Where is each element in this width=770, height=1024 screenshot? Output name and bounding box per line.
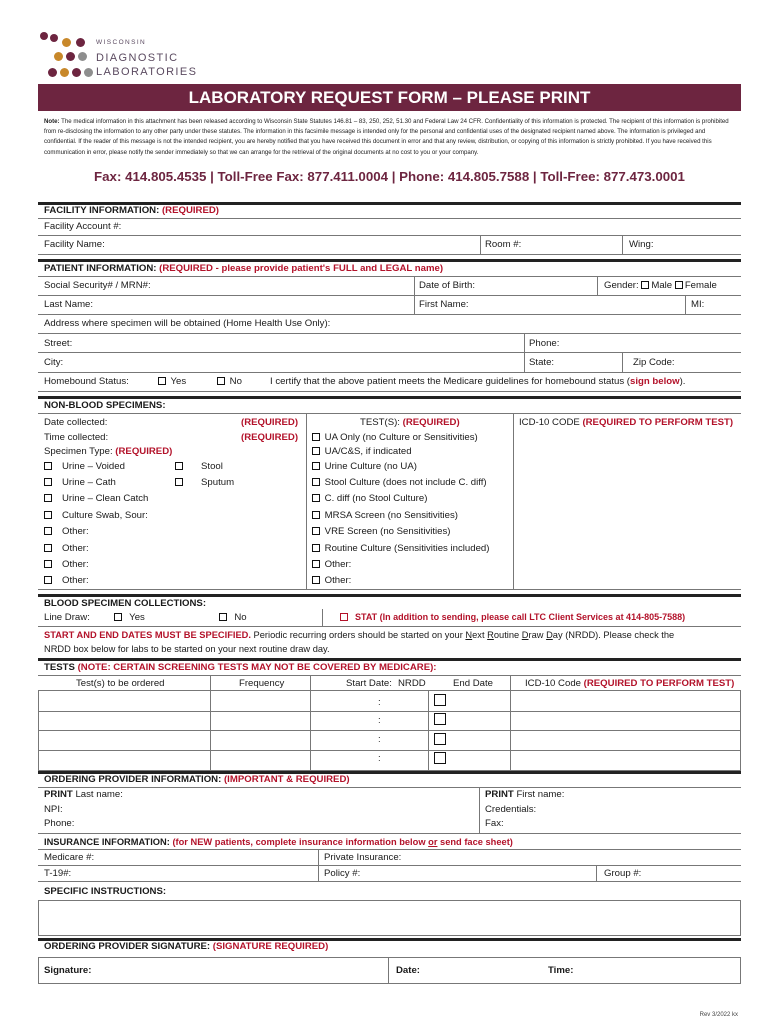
nrdd-ext: ext [472,630,488,640]
col-divider [510,675,511,771]
test-option[interactable] [312,510,458,521]
test-option[interactable] [312,432,478,443]
homebound-yes[interactable] [158,376,186,387]
specimen-label: Urine – Cath [62,477,116,488]
row-rule [38,675,741,676]
dates-instructions [44,630,674,640]
tests-heading [360,417,460,428]
print-label: PRINT [485,789,514,800]
col-end-date: End Date [453,678,494,689]
nrdd-checkbox[interactable] [434,694,446,706]
signature-heading-text: ORDERING PROVIDER SIGNATURE: [44,941,213,952]
specimen-type-label [44,446,172,457]
test-option[interactable] [312,575,351,586]
insurance-req-2: send face sheet) [437,837,513,847]
group-field[interactable]: Group #: [604,868,642,879]
line-draw-no-checkbox[interactable] [219,613,227,621]
dates-text: Periodic recurring orders should be started on your [250,630,466,640]
specimen-other[interactable] [44,575,89,586]
signature-box [38,957,741,984]
row-rule [38,413,741,414]
section-rule [38,396,741,399]
logo-dot [50,34,58,42]
nrdd-d4: ay [552,630,563,640]
specimen-sputum[interactable] [175,477,234,488]
row-rule [38,730,741,731]
male-checkbox[interactable] [641,281,649,289]
col-frequency: Frequency [239,678,285,689]
nrdd-checkbox[interactable] [434,752,446,764]
npi-field[interactable]: NPI: [44,804,63,815]
test-label: VRE Screen (no Sensitivities) [324,526,451,537]
col-icd [525,678,734,689]
medicare-field[interactable]: Medicare #: [44,852,95,863]
mi-field[interactable]: MI: [691,299,705,310]
icd-label: ICD-10 CODE [519,417,583,428]
test-label: Stool Culture (does not include C. diff) [324,477,487,488]
col-divider [513,413,514,589]
confidentiality-note [44,117,738,158]
checkbox[interactable] [312,576,320,584]
logo-dot [78,52,87,61]
stat-checkbox[interactable] [340,613,348,621]
row-rule [38,352,741,353]
time-collected-field[interactable]: Time collected: [44,432,109,443]
t19-field[interactable]: T-19#: [44,868,72,879]
street-field[interactable]: Street: [44,338,73,349]
address-label: Address where specimen will be obtained (Home Health Use Only): [44,318,331,329]
provider-fax-field[interactable]: Fax: [485,818,504,829]
homebound-no[interactable] [217,376,242,387]
icd-req: (REQUIRED TO PERFORM TEST) [582,417,734,428]
note-text: The medical information in this attachment has been released according to Wisconsin State Statutes 146.81 – 83, 250, 252, 51.30 and Federal Law 24 CFR. Confidentiality of this information is protected. The recipient of this information is prohibited from re-disclosing the information to any other party under these statutes. The information in this facsimile message is intended only for the personal and confidential uses of the designated recipient named above. The information is privileged and confidential. If the reader of this message is not the intended recipient, you are hereby notified that you have received this document in error and that any review, distribution, or copying of this information is strictly prohibited. If you have received this communication in error, please notify the sender immediately so that we can arrange for the retrieval of the original documents at no cost to you or your company. [44,118,729,156]
provider-heading-text: ORDERING PROVIDER INFORMATION: [44,774,224,785]
nonblood-heading: NON-BLOOD SPECIMENS: [44,400,166,411]
test-option[interactable] [312,543,489,554]
specimen-label: Urine – Voided [62,461,125,472]
homebound-label: Homebound Status: [44,376,129,387]
checkbox[interactable] [175,462,183,470]
col-divider [597,276,598,295]
insurance-or: or [428,837,438,847]
dates-text2: (NRDD). Please check the [562,630,675,640]
test-option[interactable] [312,477,487,488]
col-divider [479,787,480,833]
page-title: LABORATORY REQUEST FORM – PLEASE PRINT [38,84,741,111]
line-draw-label: Line Draw: [44,612,90,623]
specimen-urine-cath[interactable] [44,477,116,488]
row-rule [38,849,741,850]
test-label: C. diff (no Stool Culture) [324,493,428,504]
nrdd-r: R [487,630,494,640]
city-field[interactable]: City: [44,357,64,368]
row-rule [38,711,741,712]
start-date-colon: : [378,734,381,745]
logo-dot [66,52,75,61]
test-label: MRSA Screen (no Sensitivities) [324,510,458,521]
certify-end: ). [679,376,686,387]
row-rule [38,372,741,373]
nrdd-r2: outine [493,630,522,640]
row-rule [38,295,741,296]
icd-heading [519,417,733,428]
patient-req: (REQUIRED - please provide patient's FULL and LEGAL name) [159,263,444,274]
homebound-no-checkbox[interactable] [217,377,225,385]
dob-field[interactable]: Date of Birth: [419,280,475,291]
col-nrdd: NRDD [398,678,426,689]
checkbox[interactable] [312,560,320,568]
checkbox[interactable] [312,433,320,441]
sign-below-text: sign below [629,376,680,387]
line-draw-no-label: No [234,612,247,623]
private-insurance-field[interactable]: Private Insurance: [324,852,402,863]
stat-label: STAT (In addition to sending, please call LTC Client Services at 414-805-7588) [355,612,686,622]
state-field[interactable]: State: [529,357,555,368]
col-icd-req: (REQUIRED TO PERFORM TEST) [583,678,735,689]
nrdd-d3: D [546,630,553,640]
row-rule [38,314,741,315]
col-tests: Test(s) to be ordered [76,678,165,689]
specimen-label: Other: [62,543,89,554]
checkbox[interactable] [44,527,52,535]
row-rule [38,333,741,334]
facility-heading-text: FACILITY INFORMATION: [44,205,162,216]
homebound-yes-label: Yes [170,376,187,387]
col-divider [322,609,323,626]
col-divider [210,675,211,771]
checkbox[interactable] [44,478,52,486]
checkbox[interactable] [312,447,320,455]
section-rule [38,594,741,597]
col-divider [388,957,389,984]
first-name-field[interactable]: First Name: [419,299,469,310]
specimen-type-text: Specimen Type: [44,446,116,457]
row-rule [38,881,741,882]
male-label: Male [651,280,673,291]
time-req: (REQUIRED) [241,432,299,443]
insurance-req-1: (for NEW patients, complete insurance information below [172,837,429,847]
date-collected-field[interactable]: Date collected: [44,417,108,428]
note-label: Note: [44,118,60,125]
start-date-colon: : [378,753,381,764]
ssn-field[interactable]: Social Security# / MRN#: [44,280,151,291]
specimen-type-req: (REQUIRED) [115,446,173,457]
nrdd-d: D [521,630,529,640]
checkbox[interactable] [312,511,320,519]
start-date-colon: : [378,715,381,726]
logo-dot [54,52,63,61]
col-divider [685,295,686,314]
checkbox[interactable] [312,478,320,486]
checkbox[interactable] [44,560,52,568]
row-rule [38,276,741,277]
homebound-certify [270,376,685,387]
homebound-yes-checkbox[interactable] [158,377,166,385]
specimen-label: Other: [62,526,89,537]
logo-dot [72,68,81,77]
logo-dot [84,68,93,77]
nrdd-d2: raw [528,630,547,640]
specimen-culture-swab[interactable] [44,510,148,521]
dates-instructions-2: NRDD box below for labs to be started on your next routine draw day. [44,644,330,654]
specimen-label: Other: [62,575,89,586]
tests-req: (REQUIRED) [402,417,460,428]
facility-req: (REQUIRED) [161,205,219,216]
col-divider [480,235,481,254]
contact-line: Fax: 414.805.4535 | Toll-Free Fax: 877.411.0004 | Phone: 414.805.7588 | Toll-Free: 877.473.0001 [94,169,685,184]
test-option[interactable] [312,446,412,457]
row-rule [38,626,741,627]
test-option[interactable] [312,559,351,570]
checkbox[interactable] [312,494,320,502]
specimen-urine-clean-catch[interactable] [44,493,148,504]
col-start-date: Start Date: [346,678,392,689]
blood-heading: BLOOD SPECIMEN COLLECTIONS: [44,598,207,609]
wdl-logo [36,28,236,84]
col-divider [622,235,623,254]
credentials-field[interactable]: Credentials: [485,804,537,815]
wing-field[interactable]: Wing: [629,239,654,250]
row-rule [38,865,741,866]
test-option[interactable] [312,461,417,472]
test-label: UA Only (no Culture or Sensitivities) [324,432,478,443]
specimen-label: Culture Swab, Sour: [62,510,148,521]
specimen-other[interactable] [44,559,89,570]
tests-table-req: (NOTE: CERTAIN SCREENING TESTS MAY NOT BE COVERED BY MEDICARE): [77,662,437,673]
provider-req: (IMPORTANT & REQUIRED) [223,774,350,785]
gender-label: Gender: [604,280,639,291]
test-label: UA/C&S, if indicated [324,446,412,457]
nrdd-n: N [465,630,473,640]
checkbox[interactable] [312,544,320,552]
col-icd-label: ICD-10 Code [525,678,584,689]
row-rule [38,254,741,255]
col-divider [306,413,307,589]
line-draw-no[interactable] [219,612,247,623]
provider-phone-field[interactable]: Phone: [44,818,75,829]
test-label: Urine Culture (no UA) [324,461,417,472]
col-divider [596,865,597,881]
facility-heading [44,205,219,216]
checkbox[interactable] [44,576,52,584]
patient-heading [44,263,443,274]
checkbox[interactable] [44,511,52,519]
provider-first-name-field[interactable] [485,789,564,800]
first-name-label: First name: [513,789,565,800]
insurance-heading-text: INSURANCE INFORMATION: [44,837,173,847]
line-draw-yes-checkbox[interactable] [114,613,122,621]
tests-table-heading-text: TESTS [44,662,78,673]
specimen-stool[interactable] [175,461,223,472]
logo-line-2: DIAGNOSTIC [96,52,179,64]
checkbox[interactable] [312,462,320,470]
test-label: Other: [324,575,352,586]
logo-line-1: WISCONSIN [96,39,147,46]
nrdd-checkbox[interactable] [434,733,446,745]
instructions-heading: SPECIFIC INSTRUCTIONS: [44,886,167,897]
provider-last-name-field[interactable] [44,789,123,800]
col-divider [310,675,311,771]
signature-req: (SIGNATURE REQUIRED) [212,941,329,952]
tests-table-heading [44,662,437,673]
start-date-colon: : [378,697,381,708]
print-label: PRINT [44,789,73,800]
signature-field[interactable]: Signature: [44,965,92,976]
specimen-other[interactable] [44,526,89,537]
row-rule [38,235,741,236]
section-rule [38,658,741,661]
revision-note: Rev 3/2022 kx [699,1012,738,1018]
specimen-label: Stool [201,461,223,472]
checkbox[interactable] [44,494,52,502]
facility-name-field[interactable]: Facility Name: [44,239,105,250]
checkbox[interactable] [175,478,183,486]
row-rule [38,833,741,834]
date-req: (REQUIRED) [241,417,299,428]
row-rule [38,218,741,219]
logo-dot [40,32,48,40]
homebound-no-label: No [229,376,242,387]
checkbox[interactable] [312,527,320,535]
stat-option[interactable] [340,612,685,622]
logo-dot [62,38,71,47]
specimen-urine-voided[interactable] [44,461,125,472]
line-draw-yes-label: Yes [129,612,145,623]
phone-field[interactable]: Phone: [529,338,560,349]
female-label: Female [684,280,717,291]
row-rule [38,391,741,392]
test-option[interactable] [312,493,427,504]
col-divider [622,352,623,372]
checkbox[interactable] [44,544,52,552]
checkbox[interactable] [44,462,52,470]
test-label: Other: [324,559,352,570]
provider-heading [44,774,350,785]
row-rule [38,787,741,788]
test-label: Routine Culture (Sensitivities included) [324,543,490,554]
room-field[interactable]: Room #: [485,239,522,250]
last-name-field[interactable]: Last Name: [44,299,94,310]
logo-line-3: LABORATORIES [96,66,198,78]
specimen-label: Sputum [201,477,235,488]
logo-dot [76,38,85,47]
logo-dot [48,68,57,77]
row-rule [38,589,741,590]
tests-label: TEST(S): [360,417,403,428]
signature-heading [44,941,328,952]
policy-field[interactable]: Policy #: [324,868,361,879]
line-draw-yes[interactable] [114,612,145,623]
nrdd-checkbox[interactable] [434,713,446,725]
signature-time-field[interactable]: Time: [548,965,574,976]
facility-account-field[interactable]: Facility Account #: [44,221,122,232]
specimen-label: Other: [62,559,89,570]
specimen-label: Urine – Clean Catch [62,493,149,504]
certify-text: I certify that the above patient meets the Medicare guidelines for homebound status ( [270,376,630,387]
specimen-other[interactable] [44,543,89,554]
insurance-heading [44,837,513,847]
female-checkbox[interactable] [675,281,683,289]
last-name-label: Last name: [72,789,123,800]
patient-heading-text: PATIENT INFORMATION: [44,263,160,274]
logo-dot [60,68,69,77]
row-rule [38,750,741,751]
zip-field[interactable]: Zip Code: [633,357,675,368]
gender-group [604,280,717,291]
test-option[interactable] [312,526,451,537]
section-rule [38,259,741,262]
instructions-textarea[interactable] [38,900,741,936]
dates-req: START AND END DATES MUST BE SPECIFIED. [44,630,251,640]
signature-date-field[interactable]: Date: [396,965,420,976]
